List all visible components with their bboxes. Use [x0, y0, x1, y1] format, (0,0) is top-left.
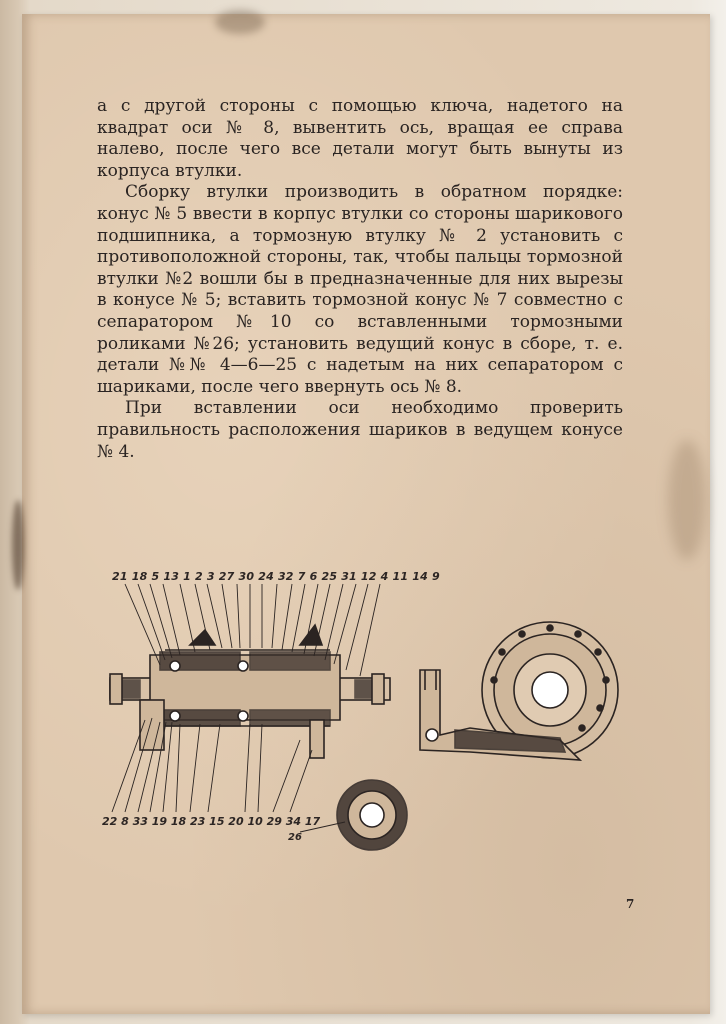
figure-callout-26: 26	[288, 832, 302, 843]
paragraph-1: а с другой стороны с помощью ключа, надетого на квадрат оси № 8, вывентить ось, вращая ее справа налево, после чего все детали могут быть вынуты из корпуса втулки.	[97, 96, 623, 181]
paragraph-3: При вставлении оси необходимо проверить правильность расположения шариков в ведущем конусе № 4.	[97, 398, 623, 462]
figure-callouts-bottom: 22 8 33 19 18 23 15 20 10 29 34 17	[102, 815, 321, 828]
page-number: 7	[626, 897, 635, 911]
paragraph-2: Сборку втулки производить в обратном порядке: конус № 5 ввести в корпус втулки со стороны шарикового подшипника, а тормозную втулку № 2 установить с противоположной стороны, так, чтобы пальцы тормозной втулки №2 вошли бы в предназначенные для них вырезы в конусе № 5; вставить тормозной конус № 7 совместно с сепаратором №10 со вставленными тормозными роликами №26; установить ведущий конус в сборе, т. е. детали №№ 4—6—25 с надетым на них сепаратором с шариками, после чего ввернуть ось № 8.	[97, 182, 623, 397]
hub-cross-section	[110, 584, 390, 812]
figure-callouts-top: 21 18 5 13 1 2 3 27 30 24 32 7 6 25 31 12 4 11 14 9	[112, 570, 440, 583]
brake-arm-sprocket	[420, 622, 618, 760]
